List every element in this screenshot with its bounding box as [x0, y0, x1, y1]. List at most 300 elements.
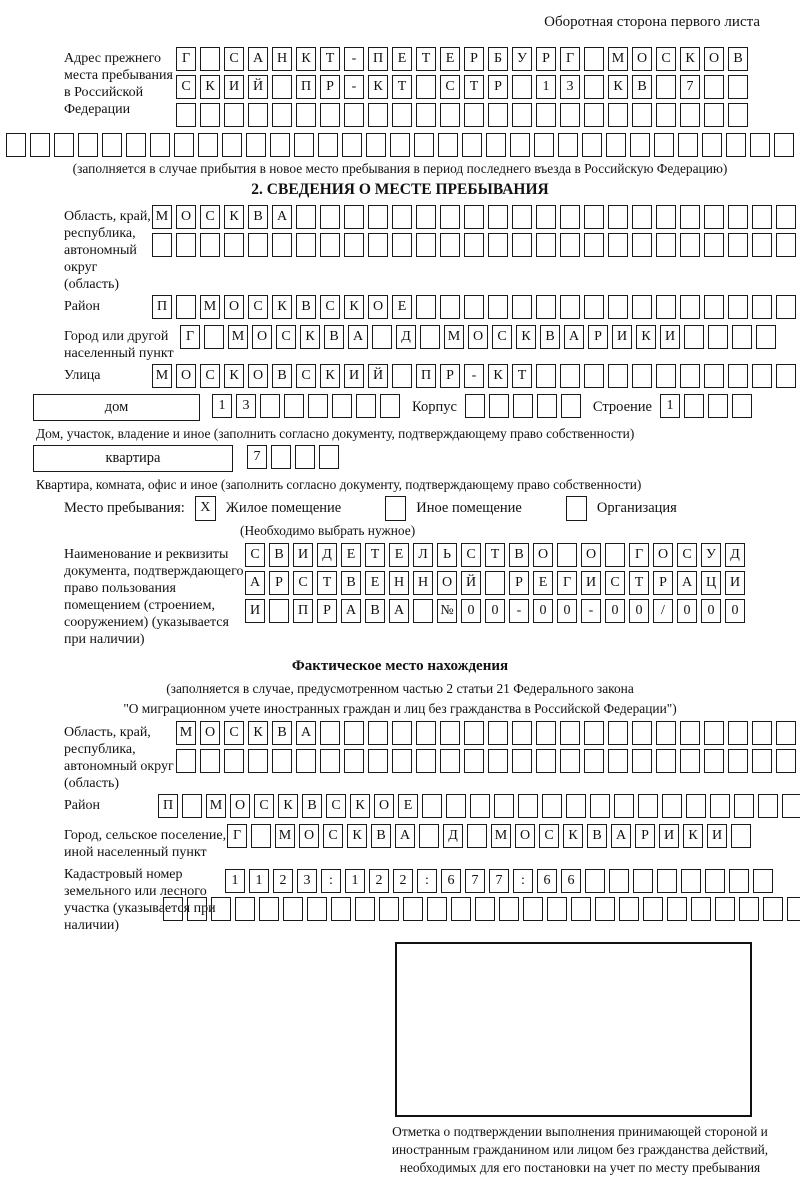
- char-box[interactable]: У: [512, 47, 532, 71]
- char-box[interactable]: [638, 794, 658, 818]
- char-box[interactable]: Т: [629, 571, 649, 595]
- char-box[interactable]: О: [200, 721, 220, 745]
- char-box[interactable]: У: [701, 543, 721, 567]
- char-box[interactable]: В: [371, 824, 391, 848]
- char-box[interactable]: [488, 295, 508, 319]
- char-box[interactable]: Т: [416, 47, 436, 71]
- char-box[interactable]: [536, 295, 556, 319]
- char-box[interactable]: [176, 749, 196, 773]
- char-box[interactable]: Р: [488, 75, 508, 99]
- char-box[interactable]: [271, 445, 291, 469]
- char-box[interactable]: [560, 233, 580, 257]
- char-box[interactable]: 7: [489, 869, 509, 893]
- char-box[interactable]: [272, 75, 292, 99]
- char-box[interactable]: [656, 721, 676, 745]
- char-box[interactable]: [30, 133, 50, 157]
- char-box[interactable]: [547, 897, 567, 921]
- char-box[interactable]: [464, 103, 484, 127]
- char-box[interactable]: [512, 749, 532, 773]
- char-box[interactable]: [678, 133, 698, 157]
- char-box[interactable]: [560, 749, 580, 773]
- char-box[interactable]: [710, 794, 730, 818]
- char-box[interactable]: Г: [227, 824, 247, 848]
- char-box[interactable]: Е: [389, 543, 409, 567]
- char-box[interactable]: [54, 133, 74, 157]
- char-box[interactable]: [632, 364, 652, 388]
- char-box[interactable]: [632, 721, 652, 745]
- char-box[interactable]: И: [344, 364, 364, 388]
- char-box[interactable]: 0: [701, 599, 721, 623]
- char-box[interactable]: [584, 205, 604, 229]
- char-box[interactable]: [294, 133, 314, 157]
- char-box[interactable]: [499, 897, 519, 921]
- char-box[interactable]: -: [464, 364, 484, 388]
- char-box[interactable]: Т: [485, 543, 505, 567]
- char-box[interactable]: [776, 749, 796, 773]
- char-box[interactable]: П: [293, 599, 313, 623]
- char-box[interactable]: О: [515, 824, 535, 848]
- char-box[interactable]: [656, 233, 676, 257]
- char-box[interactable]: [464, 749, 484, 773]
- char-box[interactable]: И: [660, 325, 680, 349]
- char-box[interactable]: [680, 103, 700, 127]
- char-box[interactable]: [512, 103, 532, 127]
- char-box[interactable]: [704, 295, 724, 319]
- char-box[interactable]: [344, 749, 364, 773]
- char-box[interactable]: Л: [413, 543, 433, 567]
- char-box[interactable]: [392, 721, 412, 745]
- char-box[interactable]: [632, 103, 652, 127]
- char-box[interactable]: [608, 295, 628, 319]
- char-box[interactable]: Р: [653, 571, 673, 595]
- char-box[interactable]: [176, 295, 196, 319]
- char-box[interactable]: [728, 364, 748, 388]
- char-box[interactable]: [684, 325, 704, 349]
- char-box[interactable]: [763, 897, 783, 921]
- char-box[interactable]: [126, 133, 146, 157]
- char-box[interactable]: [465, 394, 485, 418]
- char-box[interactable]: [752, 205, 772, 229]
- char-box[interactable]: [512, 205, 532, 229]
- char-box[interactable]: О: [653, 543, 673, 567]
- char-box[interactable]: [708, 394, 728, 418]
- char-box[interactable]: [380, 394, 400, 418]
- char-box[interactable]: [752, 749, 772, 773]
- char-box[interactable]: [681, 869, 701, 893]
- char-box[interactable]: [403, 897, 423, 921]
- char-box[interactable]: М: [206, 794, 226, 818]
- char-box[interactable]: М: [152, 205, 172, 229]
- char-box[interactable]: /: [653, 599, 673, 623]
- char-box[interactable]: М: [228, 325, 248, 349]
- char-box[interactable]: 2: [369, 869, 389, 893]
- char-box[interactable]: Р: [588, 325, 608, 349]
- char-box[interactable]: 0: [485, 599, 505, 623]
- char-box[interactable]: [708, 325, 728, 349]
- char-box[interactable]: [667, 897, 687, 921]
- char-box[interactable]: С: [326, 794, 346, 818]
- char-box[interactable]: [464, 295, 484, 319]
- char-box[interactable]: [632, 749, 652, 773]
- char-box[interactable]: С: [656, 47, 676, 71]
- char-box[interactable]: И: [224, 75, 244, 99]
- char-box[interactable]: К: [224, 364, 244, 388]
- char-box[interactable]: [776, 364, 796, 388]
- char-box[interactable]: [776, 295, 796, 319]
- char-box[interactable]: [392, 205, 412, 229]
- char-box[interactable]: В: [269, 543, 289, 567]
- char-box[interactable]: П: [416, 364, 436, 388]
- char-box[interactable]: [510, 133, 530, 157]
- char-box[interactable]: О: [248, 364, 268, 388]
- char-box[interactable]: [488, 721, 508, 745]
- char-box[interactable]: 1: [536, 75, 556, 99]
- char-box[interactable]: Д: [725, 543, 745, 567]
- char-box[interactable]: Й: [368, 364, 388, 388]
- char-box[interactable]: К: [368, 75, 388, 99]
- char-box[interactable]: Ь: [437, 543, 457, 567]
- char-box[interactable]: О: [581, 543, 601, 567]
- char-box[interactable]: [680, 364, 700, 388]
- char-box[interactable]: [485, 571, 505, 595]
- char-box[interactable]: [368, 233, 388, 257]
- char-box[interactable]: [413, 599, 433, 623]
- char-box[interactable]: А: [677, 571, 697, 595]
- char-box[interactable]: О: [704, 47, 724, 71]
- char-box[interactable]: [582, 133, 602, 157]
- char-box[interactable]: С: [296, 364, 316, 388]
- char-box[interactable]: В: [728, 47, 748, 71]
- char-box[interactable]: [632, 205, 652, 229]
- char-box[interactable]: [416, 75, 436, 99]
- char-box[interactable]: А: [248, 47, 268, 71]
- char-box[interactable]: Е: [365, 571, 385, 595]
- char-box[interactable]: Т: [320, 47, 340, 71]
- char-box[interactable]: [731, 824, 751, 848]
- char-box[interactable]: [416, 749, 436, 773]
- char-box[interactable]: И: [725, 571, 745, 595]
- char-box[interactable]: [296, 103, 316, 127]
- char-box[interactable]: Д: [396, 325, 416, 349]
- char-box[interactable]: [728, 103, 748, 127]
- char-box[interactable]: [414, 133, 434, 157]
- char-box[interactable]: [176, 103, 196, 127]
- char-box[interactable]: Г: [557, 571, 577, 595]
- char-box[interactable]: :: [321, 869, 341, 893]
- char-box[interactable]: [320, 749, 340, 773]
- char-box[interactable]: [605, 543, 625, 567]
- char-box[interactable]: [523, 897, 543, 921]
- char-box[interactable]: [198, 133, 218, 157]
- char-box[interactable]: И: [659, 824, 679, 848]
- char-box[interactable]: [248, 103, 268, 127]
- char-box[interactable]: [344, 103, 364, 127]
- char-box[interactable]: [656, 364, 676, 388]
- char-box[interactable]: М: [491, 824, 511, 848]
- char-box[interactable]: Н: [272, 47, 292, 71]
- char-box[interactable]: [542, 794, 562, 818]
- char-box[interactable]: С: [323, 824, 343, 848]
- char-box[interactable]: С: [200, 364, 220, 388]
- char-box[interactable]: Т: [365, 543, 385, 567]
- char-box[interactable]: [494, 794, 514, 818]
- char-box[interactable]: 7: [465, 869, 485, 893]
- char-box[interactable]: [776, 205, 796, 229]
- char-box[interactable]: [296, 749, 316, 773]
- char-box[interactable]: [561, 394, 581, 418]
- char-box[interactable]: 6: [441, 869, 461, 893]
- checkbox-residential[interactable]: X: [195, 496, 216, 521]
- char-box[interactable]: И: [581, 571, 601, 595]
- char-box[interactable]: Г: [629, 543, 649, 567]
- char-box[interactable]: О: [252, 325, 272, 349]
- char-box[interactable]: [608, 205, 628, 229]
- char-box[interactable]: [368, 749, 388, 773]
- char-box[interactable]: [200, 103, 220, 127]
- char-box[interactable]: -: [509, 599, 529, 623]
- char-box[interactable]: Е: [392, 47, 412, 71]
- char-box[interactable]: [272, 103, 292, 127]
- char-box[interactable]: Г: [176, 47, 196, 71]
- char-box[interactable]: -: [344, 47, 364, 71]
- char-box[interactable]: Е: [398, 794, 418, 818]
- char-box[interactable]: Р: [269, 571, 289, 595]
- char-box[interactable]: [534, 133, 554, 157]
- char-box[interactable]: [752, 233, 772, 257]
- char-box[interactable]: [584, 75, 604, 99]
- char-box[interactable]: [512, 233, 532, 257]
- char-box[interactable]: [392, 749, 412, 773]
- char-box[interactable]: О: [230, 794, 250, 818]
- char-box[interactable]: [320, 233, 340, 257]
- char-box[interactable]: 1: [660, 394, 680, 418]
- checkbox-organization[interactable]: [566, 496, 587, 521]
- char-box[interactable]: [632, 233, 652, 257]
- char-box[interactable]: [102, 133, 122, 157]
- char-box[interactable]: С: [320, 295, 340, 319]
- char-box[interactable]: [776, 721, 796, 745]
- char-box[interactable]: [608, 103, 628, 127]
- char-box[interactable]: [390, 133, 410, 157]
- char-box[interactable]: Г: [560, 47, 580, 71]
- char-box[interactable]: Р: [509, 571, 529, 595]
- char-box[interactable]: К: [680, 47, 700, 71]
- char-box[interactable]: И: [707, 824, 727, 848]
- char-box[interactable]: 2: [273, 869, 293, 893]
- char-box[interactable]: [537, 394, 557, 418]
- char-box[interactable]: [584, 103, 604, 127]
- char-box[interactable]: Т: [392, 75, 412, 99]
- char-box[interactable]: К: [516, 325, 536, 349]
- char-box[interactable]: [488, 205, 508, 229]
- char-box[interactable]: [656, 103, 676, 127]
- char-box[interactable]: [392, 364, 412, 388]
- char-box[interactable]: В: [248, 205, 268, 229]
- char-box[interactable]: К: [248, 721, 268, 745]
- char-box[interactable]: Р: [440, 364, 460, 388]
- char-box[interactable]: [486, 133, 506, 157]
- char-box[interactable]: [272, 749, 292, 773]
- char-box[interactable]: К: [563, 824, 583, 848]
- char-box[interactable]: [222, 133, 242, 157]
- char-box[interactable]: [704, 205, 724, 229]
- char-box[interactable]: 3: [297, 869, 317, 893]
- char-box[interactable]: [320, 721, 340, 745]
- char-box[interactable]: [78, 133, 98, 157]
- char-box[interactable]: В: [302, 794, 322, 818]
- char-box[interactable]: М: [608, 47, 628, 71]
- char-box[interactable]: А: [341, 599, 361, 623]
- char-box[interactable]: 0: [725, 599, 745, 623]
- char-box[interactable]: [728, 233, 748, 257]
- char-box[interactable]: С: [293, 571, 313, 595]
- char-box[interactable]: [729, 869, 749, 893]
- char-box[interactable]: 7: [247, 445, 267, 469]
- char-box[interactable]: [308, 394, 328, 418]
- char-box[interactable]: [440, 295, 460, 319]
- char-box[interactable]: [633, 869, 653, 893]
- char-box[interactable]: П: [158, 794, 178, 818]
- char-box[interactable]: О: [374, 794, 394, 818]
- char-box[interactable]: 0: [557, 599, 577, 623]
- char-box[interactable]: С: [200, 205, 220, 229]
- char-box[interactable]: И: [245, 599, 265, 623]
- char-box[interactable]: С: [254, 794, 274, 818]
- char-box[interactable]: [584, 47, 604, 71]
- char-box[interactable]: [163, 897, 183, 921]
- char-box[interactable]: [355, 897, 375, 921]
- char-box[interactable]: А: [389, 599, 409, 623]
- char-box[interactable]: [296, 205, 316, 229]
- char-box[interactable]: Д: [443, 824, 463, 848]
- char-box[interactable]: 6: [561, 869, 581, 893]
- char-box[interactable]: С: [440, 75, 460, 99]
- char-box[interactable]: [656, 75, 676, 99]
- char-box[interactable]: [366, 133, 386, 157]
- char-box[interactable]: О: [437, 571, 457, 595]
- char-box[interactable]: 0: [461, 599, 481, 623]
- char-box[interactable]: С: [539, 824, 559, 848]
- char-box[interactable]: [488, 103, 508, 127]
- char-box[interactable]: О: [368, 295, 388, 319]
- char-box[interactable]: Е: [533, 571, 553, 595]
- char-box[interactable]: 7: [680, 75, 700, 99]
- char-box[interactable]: [609, 869, 629, 893]
- char-box[interactable]: [235, 897, 255, 921]
- char-box[interactable]: [320, 103, 340, 127]
- char-box[interactable]: А: [272, 205, 292, 229]
- char-box[interactable]: [758, 794, 778, 818]
- char-box[interactable]: [331, 897, 351, 921]
- char-box[interactable]: [536, 364, 556, 388]
- char-box[interactable]: П: [296, 75, 316, 99]
- char-box[interactable]: [427, 897, 447, 921]
- char-box[interactable]: 0: [629, 599, 649, 623]
- char-box[interactable]: М: [176, 721, 196, 745]
- char-box[interactable]: [680, 233, 700, 257]
- char-box[interactable]: [513, 394, 533, 418]
- char-box[interactable]: [392, 103, 412, 127]
- char-box[interactable]: [691, 897, 711, 921]
- char-box[interactable]: [715, 897, 735, 921]
- char-box[interactable]: [368, 103, 388, 127]
- char-box[interactable]: [560, 721, 580, 745]
- char-box[interactable]: [438, 133, 458, 157]
- char-box[interactable]: [446, 794, 466, 818]
- char-box[interactable]: [295, 445, 315, 469]
- char-box[interactable]: №: [437, 599, 457, 623]
- char-box[interactable]: [704, 233, 724, 257]
- char-box[interactable]: [656, 749, 676, 773]
- char-box[interactable]: [512, 721, 532, 745]
- char-box[interactable]: О: [176, 205, 196, 229]
- char-box[interactable]: [440, 103, 460, 127]
- char-box[interactable]: К: [296, 47, 316, 71]
- char-box[interactable]: Й: [248, 75, 268, 99]
- char-box[interactable]: [464, 233, 484, 257]
- char-box[interactable]: [420, 325, 440, 349]
- checkbox-other-premises[interactable]: [385, 496, 406, 521]
- char-box[interactable]: [566, 794, 586, 818]
- char-box[interactable]: [774, 133, 794, 157]
- char-box[interactable]: И: [293, 543, 313, 567]
- char-box[interactable]: [536, 749, 556, 773]
- char-box[interactable]: [270, 133, 290, 157]
- char-box[interactable]: 1: [249, 869, 269, 893]
- char-box[interactable]: [296, 233, 316, 257]
- char-box[interactable]: В: [540, 325, 560, 349]
- char-box[interactable]: [470, 794, 490, 818]
- char-box[interactable]: [451, 897, 471, 921]
- char-box[interactable]: Т: [464, 75, 484, 99]
- char-box[interactable]: [726, 133, 746, 157]
- char-box[interactable]: [787, 897, 800, 921]
- char-box[interactable]: 0: [533, 599, 553, 623]
- char-box[interactable]: [224, 749, 244, 773]
- char-box[interactable]: 0: [677, 599, 697, 623]
- char-box[interactable]: [584, 233, 604, 257]
- char-box[interactable]: [684, 394, 704, 418]
- char-box[interactable]: К: [320, 364, 340, 388]
- char-box[interactable]: Т: [512, 364, 532, 388]
- char-box[interactable]: [750, 133, 770, 157]
- char-box[interactable]: [557, 543, 577, 567]
- char-box[interactable]: [416, 233, 436, 257]
- char-box[interactable]: [416, 103, 436, 127]
- char-box[interactable]: О: [176, 364, 196, 388]
- char-box[interactable]: [560, 205, 580, 229]
- char-box[interactable]: 0: [605, 599, 625, 623]
- char-box[interactable]: [704, 749, 724, 773]
- char-box[interactable]: [246, 133, 266, 157]
- char-box[interactable]: 2: [393, 869, 413, 893]
- char-box[interactable]: -: [581, 599, 601, 623]
- char-box[interactable]: [318, 133, 338, 157]
- char-box[interactable]: [464, 721, 484, 745]
- char-box[interactable]: [680, 721, 700, 745]
- char-box[interactable]: [584, 721, 604, 745]
- char-box[interactable]: Р: [317, 599, 337, 623]
- char-box[interactable]: [152, 233, 172, 257]
- char-box[interactable]: [680, 749, 700, 773]
- char-box[interactable]: [320, 205, 340, 229]
- char-box[interactable]: [606, 133, 626, 157]
- char-box[interactable]: С: [224, 721, 244, 745]
- char-box[interactable]: [416, 295, 436, 319]
- char-box[interactable]: [608, 721, 628, 745]
- char-box[interactable]: О: [224, 295, 244, 319]
- char-box[interactable]: [512, 75, 532, 99]
